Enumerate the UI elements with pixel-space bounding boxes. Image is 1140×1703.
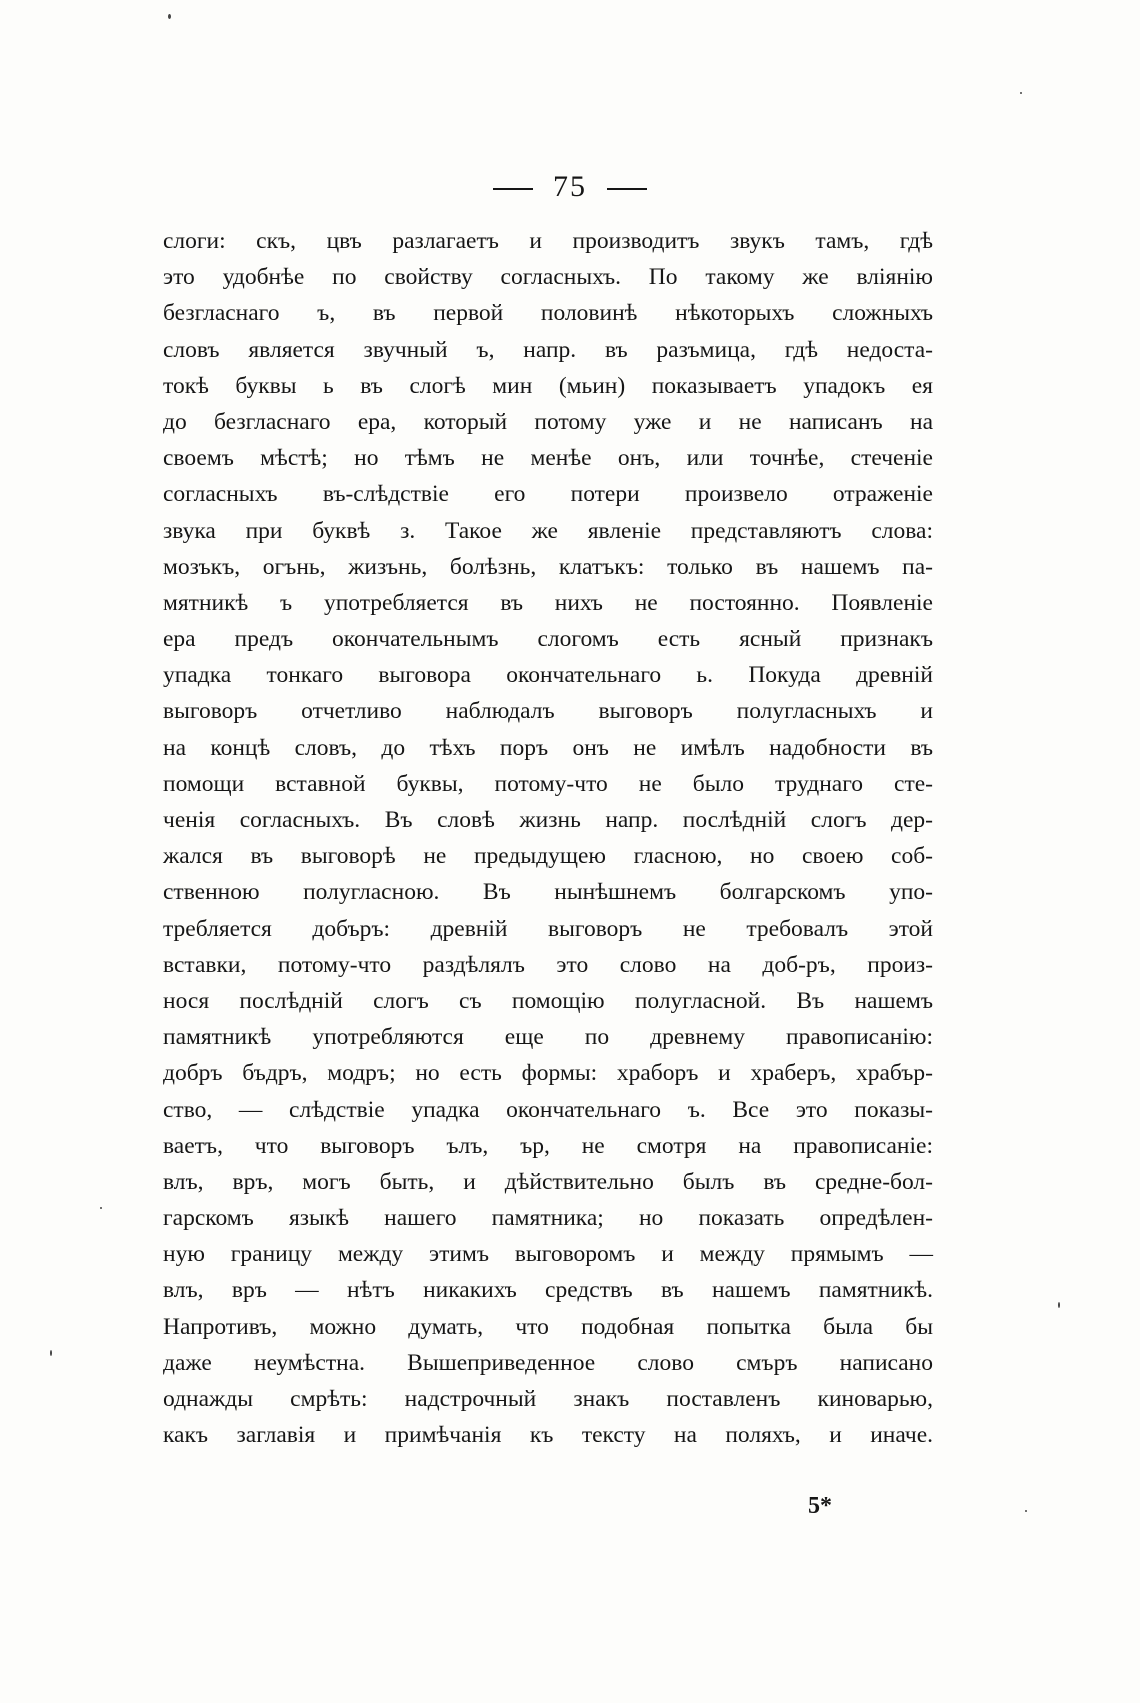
text-line: ственною полугласною. Въ нынѣшнемъ болгарскомъ упо- (163, 879, 933, 906)
text-line: помощи вставной буквы, потому-что не было труднаго сте- (163, 770, 933, 797)
text-line: мятникѣ ъ употребляется въ нихъ не постоянно. Появленiе (163, 589, 933, 616)
signature-mark: 5* (808, 1493, 832, 1519)
text-line: слоги: скъ, цвъ разлагаетъ и производитъ звукъ тамъ, гдѣ (163, 228, 933, 254)
text-line: токѣ буквы ь въ слогѣ мин (мьин) показываетъ упадокъ ея (163, 372, 933, 399)
scan-speck (1020, 92, 1022, 94)
scan-speck (168, 14, 171, 19)
text-line: однажды смрѣть: надстрочный знакъ поставленъ киноварью, (163, 1386, 933, 1412)
text-line: влъ, връ, могъ быть, и дѣйствительно былъ въ средне-бол- (163, 1168, 933, 1195)
text-line: требляется добъръ: древнiй выговоръ не требовалъ этой (163, 915, 933, 942)
text-line: упадка тонкаго выговора окончательнаго ь. Покуда древнiй (163, 662, 933, 689)
header-dash-left (493, 188, 533, 190)
text-line: мозъкъ, огънь, жизънь, болѣзнь, клатъкъ: только въ нашемъ па- (163, 553, 933, 580)
text-line: ченiя согласныхъ. Въ словѣ жизнь напр. послѣднiй слогъ дер- (163, 807, 933, 833)
text-line: жался въ выговорѣ не предыдущею гласною, но своею соб- (163, 843, 933, 870)
text-line: словъ является звучный ъ, напр. въ разъмица, гдѣ недоста- (163, 336, 933, 363)
text-line: вставки, потому-что раздѣлялъ это слово на доб-ръ, произ- (163, 951, 933, 978)
text-line: это удобнѣе по свойству согласныхъ. По такому же влiянiю (163, 264, 933, 291)
text-line: гарскомъ языкѣ нашего памятника; но показать опредѣлен- (163, 1205, 933, 1232)
text-line: своемъ мѣстѣ; но тѣмъ не менѣе онъ, или точнѣе, стеченiе (163, 445, 933, 472)
text-line: даже неумѣстна. Вышеприведенное слово смъръ написано (163, 1349, 933, 1376)
text-line: какъ заглавiя и примѣчанiя къ тексту на поляхъ, и иначе. (163, 1422, 933, 1449)
text-line: ваетъ, что выговоръ ълъ, ър, не смотря на правописанiе: (163, 1132, 933, 1159)
text-line: ство, — слѣдствiе упадка окончательнаго ъ. Все это показы- (163, 1096, 933, 1123)
text-line: выговоръ отчетливо наблюдалъ выговоръ полугласныхъ и (163, 698, 933, 725)
text-line: влъ, връ — нѣтъ никакихъ средствъ въ нашемъ памятникѣ. (163, 1277, 933, 1304)
scan-speck (1058, 1302, 1060, 1308)
text-line: на концѣ словъ, до тѣхъ поръ онъ не имѣлъ надобности въ (163, 734, 933, 761)
text-line: звука при буквѣ з. Такое же явленiе представляютъ слова: (163, 517, 933, 544)
body-text (163, 223, 933, 1453)
text-line: добръ бъдръ, модръ; но есть формы: храборъ и храберъ, храбър- (163, 1060, 933, 1087)
text-line: ера предъ окончательнымъ слогомъ есть ясный признакъ (163, 626, 933, 653)
text-line: Напротивъ, можно думать, что подобная попытка была бы (163, 1313, 933, 1340)
scan-speck (50, 1350, 52, 1356)
page-header (0, 170, 1140, 204)
page-number: 75 (553, 170, 587, 203)
text-line: безгласнаго ъ, въ первой половинѣ нѣкоторыхъ сложныхъ (163, 300, 933, 327)
text-line: до безгласнаго ера, который потому уже и не написанъ на (163, 408, 933, 435)
scan-speck (100, 1207, 102, 1209)
header-dash-right (607, 188, 647, 190)
text-line: согласныхъ въ-слѣдствiе его потери произвело отраженiе (163, 481, 933, 508)
text-line: памятникѣ употребляются еще по древнему правописанiю: (163, 1024, 933, 1051)
text-line: нося послѣднiй слогъ съ помощiю полугласной. Въ нашемъ (163, 987, 933, 1014)
text-line: ную границу между этимъ выговоромъ и между прямымъ — (163, 1241, 933, 1268)
scan-speck (1025, 1510, 1027, 1512)
